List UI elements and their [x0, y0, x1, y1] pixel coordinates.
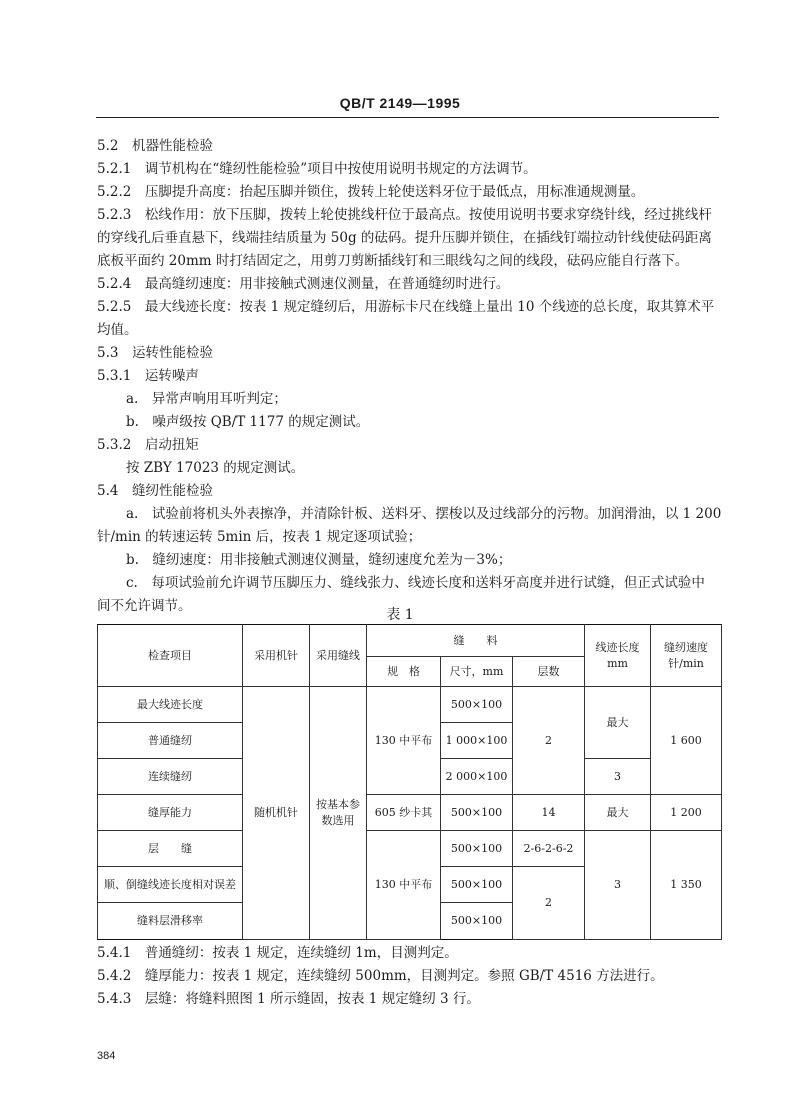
row-item-relative-error: 顺、倒缝线迹长度相对误差 [98, 867, 243, 903]
stitch-cell-b: 3 [585, 759, 651, 795]
header-rule [96, 117, 719, 118]
speed-cell-a: 1 600 [651, 687, 722, 795]
item-5-4-c-cont: 间不允许调节。 [97, 598, 192, 614]
clause-5-4-3: 5.4.3 层缝：将缝料照图 1 所示缝固，按表 1 规定缝纫 3 行。 [97, 991, 480, 1007]
header-speed [651, 625, 722, 687]
clause-5-2-3: 5.2.3 松线作用：放下压脚，拨转上轮使挑线杆位于最高点。按使用说明书要求穿绕针线，经过挑线杆 [97, 207, 712, 223]
clause-5-4-2: 5.4.2 缝厚能力：按表 1 规定，连续缝纫 500mm，目测判定。参照 GB/T 4516 方法进行。 [97, 968, 664, 984]
size-cell-1: 500×100 [441, 687, 513, 723]
spec-cell-b: 605 纱卡其 [367, 795, 441, 831]
item-5-4-b: b. 缝纫速度：用非接触式测速仪测量，缝纫速度允差为－3%； [126, 552, 512, 568]
spec-cell-a: 130 中平布 [367, 687, 441, 795]
thread-line-1: 按基本参 [316, 798, 360, 811]
layers-cell-c: 2-6-2-6-2 [513, 831, 585, 867]
header-item: 检查项目 [98, 625, 243, 687]
size-cell-7: 500×100 [441, 903, 513, 940]
item-5-4-c: c. 每项试验前允许调节压脚压力、缝线张力、线迹长度和送料牙高度并进行试缝，但正式试验中 [126, 575, 705, 591]
needle-cell: 随机机针 [243, 687, 310, 940]
clause-5-2-5-cont: 均值。 [97, 322, 138, 338]
size-cell-4: 500×100 [441, 795, 513, 831]
header-size: 尺寸，mm [441, 657, 513, 687]
header-stitch-length-unit: mm [607, 656, 628, 670]
row-item-max-stitch: 最大线迹长度 [98, 687, 243, 723]
size-cell-5: 500×100 [441, 831, 513, 867]
section-5-2-heading: 5.2 机器性能检验 [97, 138, 213, 154]
clause-5-3-1: 5.3.1 运转噪声 [97, 368, 199, 384]
size-cell-2: 1 000×100 [441, 723, 513, 759]
row-item-continuous-sewing: 连续缝纫 [98, 759, 243, 795]
section-5-4-heading: 5.4 缝纫性能检验 [97, 483, 213, 499]
header-spec: 规 格 [367, 657, 441, 687]
layers-cell-a: 2 [513, 687, 585, 795]
clause-5-4-1: 5.4.1 普通缝纫：按表 1 规定，连续缝纫 1m，目测判定。 [97, 945, 458, 961]
item-5-3-1-a: a. 异常声响用耳听判定； [126, 391, 287, 407]
item-5-4-a-cont: 针/min 的转速运转 5min 后，按表 1 规定逐项试验； [97, 529, 422, 545]
header-speed-unit: 针/min [668, 656, 704, 670]
clause-5-2-4: 5.2.4 最高缝纫速度：用非接触式测速仪测量，在普通缝纫时进行。 [97, 276, 510, 292]
row-item-layer-sewing: 层 缝 [98, 831, 243, 867]
clause-5-2-2: 5.2.2 压脚提升高度：抬起压脚并锁住，拨转上轮使送料牙位于最低点，用标准通规测量。 [97, 184, 645, 200]
row-item-layer-slip: 缝料层滑移率 [98, 903, 243, 940]
item-5-3-1-b: b. 噪声级按 QB/T 1177 的规定测试。 [126, 414, 370, 430]
standard-number-header: QB/T 2149—1995 [339, 95, 461, 111]
table-title: 表 1 [386, 607, 414, 623]
size-cell-6: 500×100 [441, 867, 513, 903]
stitch-cell-a: 最大 [585, 687, 651, 759]
header-thread: 采用缝线 [310, 625, 367, 687]
clause-5-3-2: 5.3.2 启动扭矩 [97, 437, 199, 453]
thread-line-2: 数选用 [321, 814, 355, 827]
clause-5-3-2-body: 按 ZBY 17023 的规定测试。 [126, 460, 305, 476]
section-5-3-heading: 5.3 运转性能检验 [97, 345, 213, 361]
clause-5-2-1: 5.2.1 调节机构在“缝纫性能检验”项目中按使用说明书规定的方法调节。 [97, 161, 537, 177]
header-layers: 层数 [513, 657, 585, 687]
speed-cell-c: 1 350 [651, 831, 722, 940]
clause-5-2-3-cont-2: 底板平面约 20mm 时打结固定之，用剪刀剪断插线钉和三眼线勾之间的线段，砝码应能自行落下。 [97, 253, 689, 269]
speed-cell-b: 1 200 [651, 795, 722, 831]
spec-cell-c: 130 中平布 [367, 831, 441, 940]
header-stitch-length [585, 625, 651, 687]
test-spec-table [97, 624, 722, 940]
page-number: 384 [97, 1050, 116, 1062]
header-needle: 采用机针 [243, 625, 310, 687]
stitch-cell-c: 最大 [585, 795, 651, 831]
clause-5-2-5: 5.2.5 最大线迹长度：按表 1 规定缝纫后，用游标卡尺在线缝上量出 10 个线迹的总长度，取其算术平 [97, 299, 715, 315]
thread-cell [310, 687, 367, 940]
stitch-cell-d: 3 [585, 831, 651, 940]
layers-cell-b: 14 [513, 795, 585, 831]
size-cell-3: 2 000×100 [441, 759, 513, 795]
item-5-4-a: a. 试验前将机头外表擦净，并清除针板、送料牙、摆梭以及过线部分的污物。加润滑油，以 1 200 [126, 506, 722, 522]
header-stitch-length-label: 线迹长度 [595, 640, 640, 654]
header-speed-label: 缝纫速度 [664, 640, 709, 654]
clause-5-2-3-cont-1: 的穿线孔后垂直悬下，线端挂结质量为 50g 的砝码。提升压脚并锁住，在插线钉端拉动针线使砝码距离 [97, 230, 712, 246]
row-item-thick-sewing: 缝厚能力 [98, 795, 243, 831]
row-item-normal-sewing: 普通缝纫 [98, 723, 243, 759]
header-fabric: 缝 料 [367, 625, 585, 657]
layers-cell-d: 2 [513, 867, 585, 940]
